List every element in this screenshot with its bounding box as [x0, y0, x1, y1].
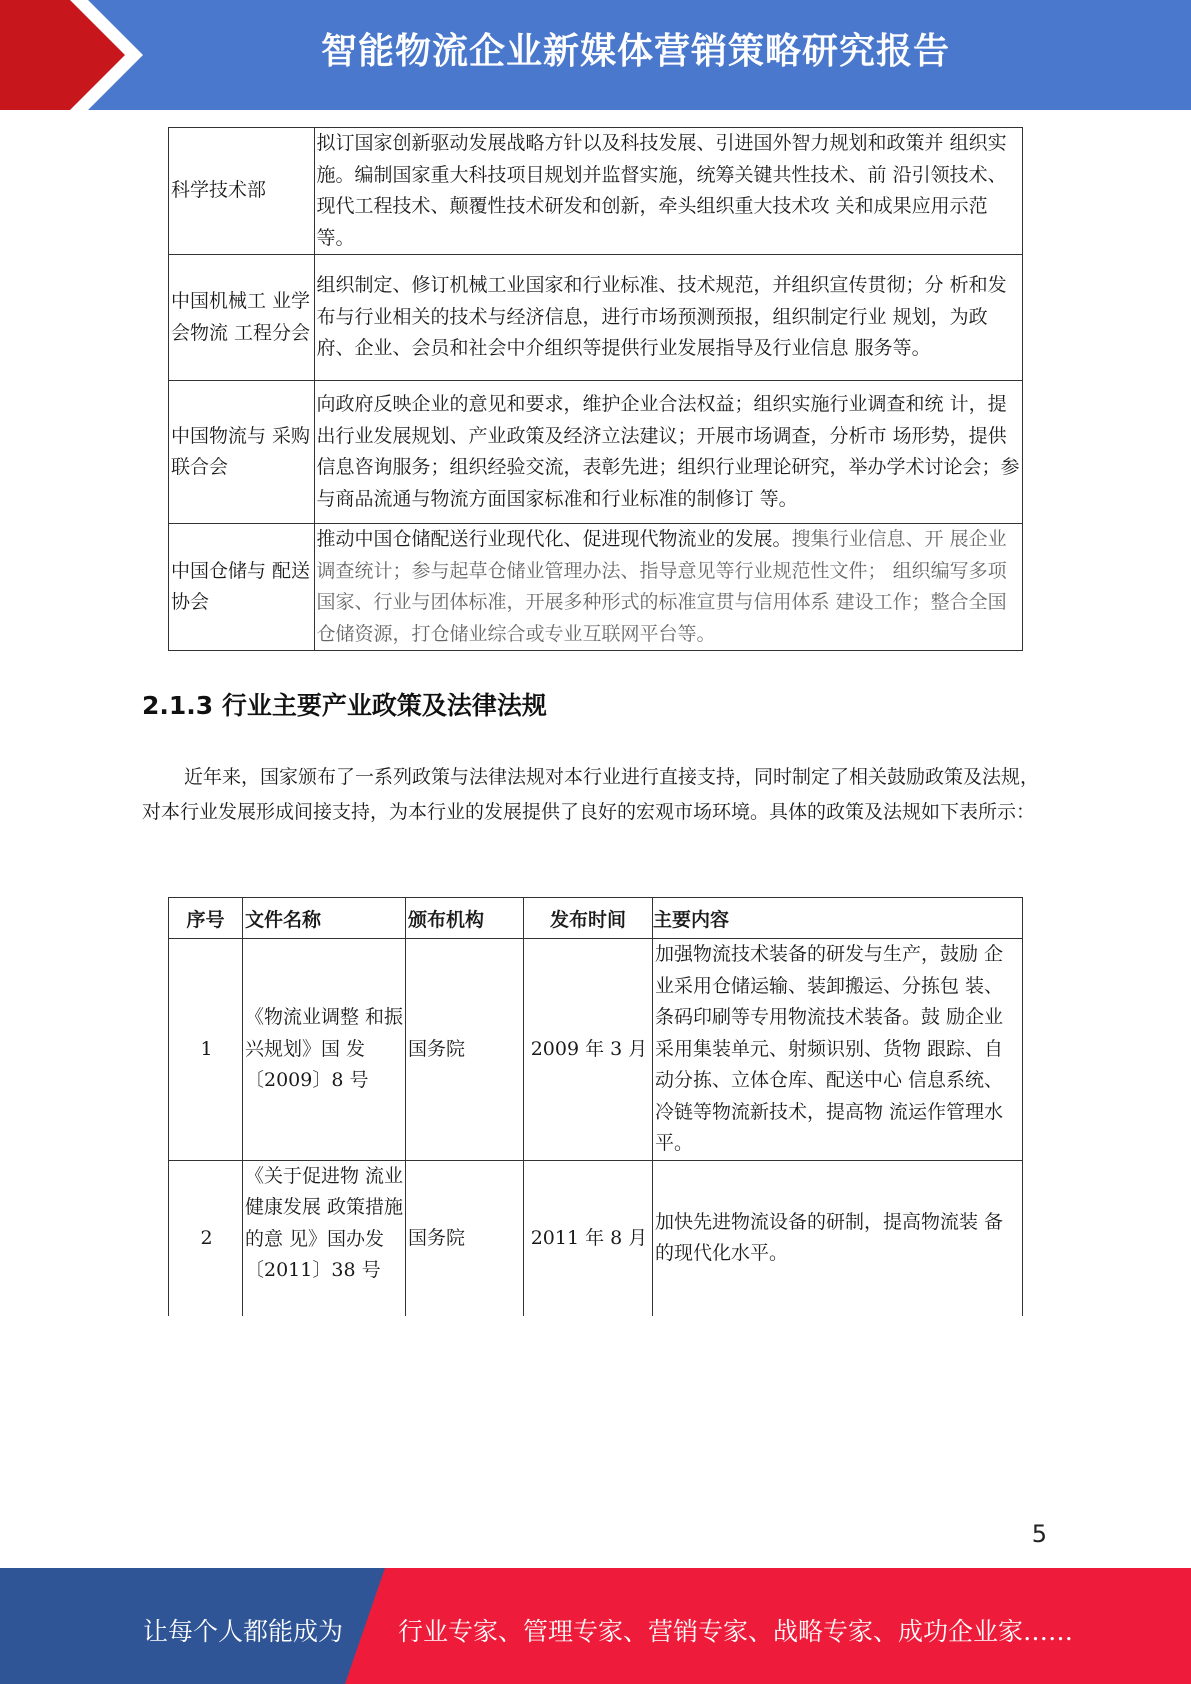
- document-name: 《关于促进物 流业健康发展 政策措施的意 见》国办发〔2011〕38 号: [243, 1160, 406, 1316]
- org-description: [314, 524, 1022, 651]
- issue-date: 2011 年 8 月: [524, 1160, 653, 1316]
- table-row: [169, 128, 1023, 255]
- table-row: [169, 381, 1023, 524]
- issue-date: 2009 年 3 月: [524, 939, 653, 1161]
- org-name: 中国仓储与 配送协会: [169, 524, 315, 651]
- footer-slogan-left: 让每个人都能成为: [143, 1617, 344, 1646]
- org-description: 组织制定、修订机械工业国家和行业标准、技术规范，并组织宣传贯彻；分 析和发布与行业相关的技术与经济信息，进行市场预测预报，组织制定行业 规划，为政府、企业、会员和社会中介组织等提供行业发展指导及行业信息 服务等。: [314, 255, 1022, 381]
- header-arrow-icon: [0, 0, 160, 110]
- org-description: 拟订国家创新驱动发展战略方针以及科技发展、引进国外智力规划和政策并 组织实施。编制国家重大科技项目规划并监督实施，统筹关键共性技术、前 沿引领技术、现代工程技术、颠覆性技术研发和创新，牵头组织重大技术攻 关和成果应用示范等。: [314, 128, 1022, 255]
- footer-slogan-right: 行业专家、管理专家、营销专家、战略专家、成功企业家……: [398, 1617, 1074, 1646]
- header-cell: 文件名称: [243, 898, 406, 939]
- header-cell: 发布时间: [524, 898, 653, 939]
- issuing-agency: 国务院: [406, 1160, 524, 1316]
- org-name: 中国机械工 业学会物流 工程分会: [169, 255, 315, 381]
- main-content: 加强物流技术装备的研发与生产，鼓励 企业采用仓储运输、装卸搬运、分拣包 装、条码印刷等专用物流技术装备。鼓 励企业采用集装单元、射频识别、货物 跟踪、自动分拣、立体仓库、配送中心 信息系统、冷链等物流新技术，提高物 流运作管理水平。: [653, 939, 1023, 1161]
- table-header-row: [169, 898, 1023, 939]
- org-description: 向政府反映企业的意见和要求，维护企业合法权益；组织实施行业调查和统 计，提出行业发展规划、产业政策及经济立法建议；开展市场调查，分析市 场形势，提供信息咨询服务；组织经验交流，表彰先进；组织行业理论研究，举办学术讨论会；参与商品流通与物流方面国家标准和行业标准的制修订 等。: [314, 381, 1022, 524]
- organization-table: [168, 127, 1023, 651]
- table-row: [169, 524, 1023, 651]
- row-number: 1: [169, 939, 243, 1161]
- row-number: 2: [169, 1160, 243, 1316]
- org-name: 中国物流与 采购联合会: [169, 381, 315, 524]
- header-cell: 序号: [169, 898, 243, 939]
- header-cell: 主要内容: [653, 898, 1023, 939]
- table-row: [169, 939, 1023, 1161]
- header-cell: 颁布机构: [406, 898, 524, 939]
- org-description-gray: 搜集行业信息、开 展企业调查统计；参与起草仓储业管理办法、指导意见等行业规范性文件； 组织编写多项国家、行业与团体标准，开展多种形式的标准宣贯与信用体系 建设工作；整合全国仓储资源，打仓储业综合或专业互联网平台等。: [316, 528, 1007, 645]
- page-number: 5: [1031, 1520, 1047, 1548]
- org-name: 科学技术部: [169, 128, 315, 255]
- document-name: 《物流业调整 和振兴规划》国 发〔2009〕8 号: [243, 939, 406, 1161]
- policy-table: [168, 897, 1023, 1316]
- section-paragraph: 近年来，国家颁布了一系列政策与法律法规对本行业进行直接支持，同时制定了相关鼓励政策及法规，对本行业发展形成间接支持，为本行业的发展提供了良好的宏观市场环境。具体的政策及法规如下表所示：: [142, 766, 1040, 823]
- section-title: 2.1.3 行业主要产业政策及法律法规: [142, 691, 547, 720]
- report-title: 智能物流企业新媒体营销策略研究报告: [320, 31, 950, 72]
- org-description-main: 推动中国仓储配送行业现代化、促进现代物流业的发展。: [316, 528, 792, 550]
- table-row: [169, 255, 1023, 381]
- table-row: [169, 1160, 1023, 1316]
- issuing-agency: 国务院: [406, 939, 524, 1161]
- header-bar: [0, 0, 1191, 110]
- main-content: 加快先进物流设备的研制，提高物流装 备的现代化水平。: [653, 1160, 1023, 1316]
